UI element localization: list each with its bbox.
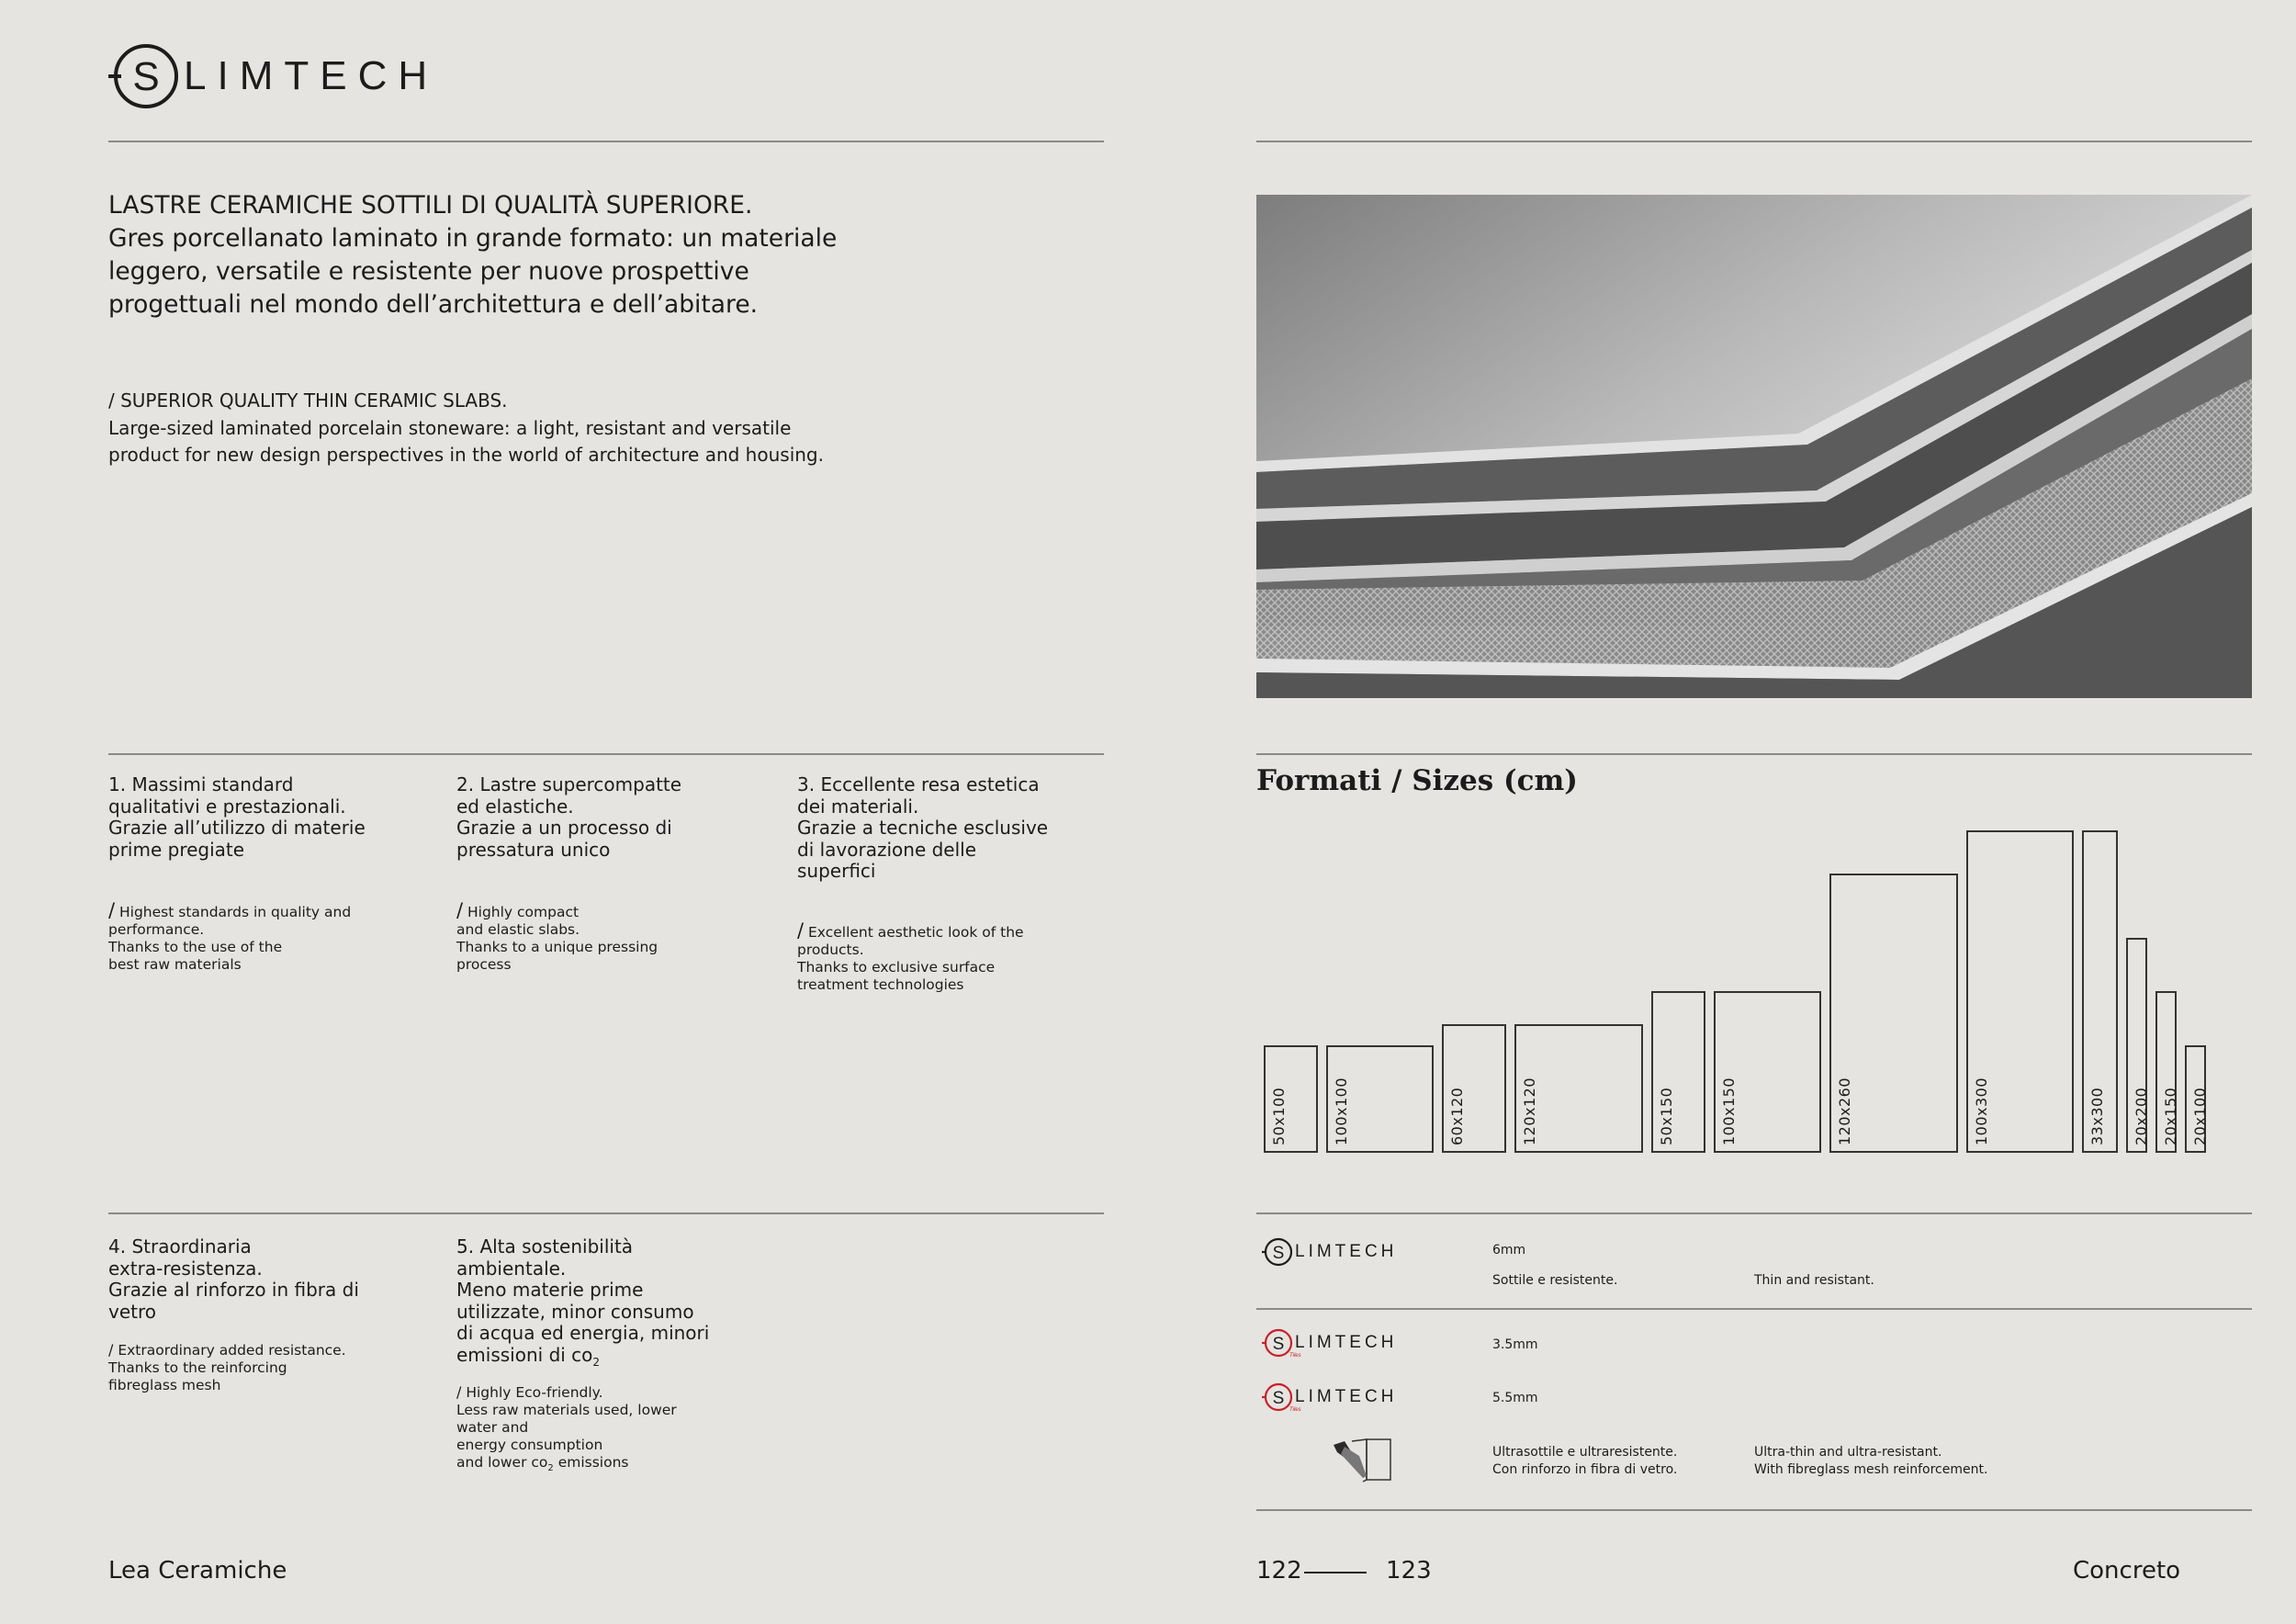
feature-it-text: 2. Lastre supercompatte ed elastiche. Grazie a un processo di pressatura unico [456, 773, 682, 861]
intro-english [108, 388, 935, 469]
thickness-en-desc: Thin and resistant. [1754, 1273, 1874, 1288]
divider [108, 753, 1104, 755]
divider [1256, 1212, 2252, 1214]
thickness-en-desc: Ultra-thin and ultra-resistant. With fibreglass mesh reinforcement. [1754, 1445, 1988, 1477]
intro-en-line: / SUPERIOR QUALITY THIN CERAMIC SLABS. [108, 389, 508, 412]
feature-en-rest: performance. Thanks to the use of the best raw materials [108, 921, 283, 973]
intro-en-line: Large-sized laminated porcelain stoneware: a light, resistant and versatile [108, 416, 792, 439]
thickness-value: 5.5mm [1492, 1391, 1538, 1405]
divider [108, 1212, 1104, 1214]
intro-it-line: leggero, versatile e resistente per nuove prospettive [108, 257, 749, 286]
brand-wordmark: LIMTECH [1295, 1242, 1398, 1261]
format-label: 20x150 [2162, 1087, 2179, 1145]
feature-2 [456, 773, 769, 973]
divider [1256, 141, 2252, 142]
format-label: 60x120 [1448, 1087, 1466, 1145]
thickness-it-desc: Ultrasottile e ultraresistente. Con rinforzo in fibra di vetro. [1492, 1445, 1678, 1477]
feature-en-tail: emissions [553, 1454, 629, 1471]
format-label: 120x260 [1836, 1077, 1853, 1145]
feature-en-rest: and elastic slabs. Thanks to a unique pressing process [456, 921, 658, 973]
feature-en-rest: Thanks to the reinforcing fibreglass mesh [108, 1359, 287, 1393]
slimtech-tiles-brand-row [1262, 1327, 1397, 1359]
page-number-dash [1304, 1572, 1367, 1573]
thickness-it-desc: Sottile e resistente. [1492, 1273, 1618, 1288]
svg-text:S: S [1272, 1335, 1285, 1354]
thickness-value: 6mm [1492, 1243, 1526, 1257]
brand-wordmark: LIMTECH [1295, 1387, 1398, 1406]
format-label: 120x120 [1521, 1077, 1538, 1145]
divider [1256, 753, 2252, 755]
footer-collection: Concreto [2073, 1557, 2181, 1585]
feature-en-first: Highly Eco-friendly. [461, 1384, 603, 1401]
svg-text:S: S [1272, 1389, 1285, 1408]
feature-en-first: Highly compact [463, 904, 580, 920]
slimtech-s-icon [108, 40, 180, 112]
svg-text:Tiles: Tiles [1289, 1353, 1301, 1359]
svg-text:Tiles: Tiles [1289, 1407, 1301, 1413]
slimtech-tiles-brand-row [1262, 1382, 1397, 1413]
format-label: 20x100 [2191, 1087, 2209, 1145]
slimtech-red-s-icon [1262, 1382, 1301, 1413]
intro-it-line: progettuali nel mondo dell’architettura e dell’abitare. [108, 290, 759, 319]
feature-4 [108, 1235, 421, 1393]
feature-en-first: Excellent aesthetic look of the [804, 924, 1024, 941]
format-label: 20x200 [2133, 1087, 2150, 1145]
sizes-title: Formati / Sizes (cm) [1256, 764, 1578, 797]
feature-en-first: Extraordinary added resistance. [113, 1342, 346, 1359]
feature-it-text: 4. Straordinaria extra-resistenza. Grazie al rinforzo in fibra di vetro [108, 1235, 359, 1323]
feature-en-text: / Extraordinary added resistance. Thanks to the reinforcing fibreglass mesh [108, 1341, 346, 1393]
slabs-photo [1256, 195, 2252, 698]
page-number-left: 122 [1256, 1557, 1302, 1585]
thickness-value: 3.5mm [1492, 1337, 1538, 1352]
brand-logo [108, 40, 438, 112]
feature-en-text: / Highest standards in quality and performance. Thanks to the use of the best raw materials [108, 899, 352, 973]
intro-en-line: product for new design perspectives in the world of architecture and housing. [108, 444, 824, 466]
svg-text:S: S [1272, 1244, 1285, 1263]
feature-it-text: 1. Massimi standard qualitativi e prestazionali. Grazie all’utilizzo di materie prime pregiate [108, 773, 366, 861]
subscript: 2 [547, 1463, 554, 1474]
page-number-right: 123 [1386, 1557, 1432, 1585]
format-label: 50x100 [1270, 1087, 1288, 1145]
feature-en-first: Highest standards in quality and [115, 904, 352, 920]
subscript: 2 [592, 1355, 601, 1369]
intro-it-line: LASTRE CERAMICHE SOTTILI DI QUALITÀ SUPERIORE. [108, 191, 753, 220]
feature-en-text: / Highly Eco-friendly. Less raw materials used, lower water and energy consumption and lower $co_2$ emissions [456, 1383, 677, 1474]
feature-en-text: / Highly compact and elastic slabs. Thanks to a unique pressing process [456, 899, 658, 973]
feature-it-main: 5. Alta sostenibilità ambientale. Meno materie prime utilizzate, minor consumo di acqua ed energia, minori emissioni di co [456, 1235, 710, 1366]
feature-en-rest: Less raw materials used, lower water and energy consumption and lower co [456, 1402, 677, 1471]
format-label: 100x300 [1973, 1077, 1990, 1145]
footer-brand: Lea Ceramiche [108, 1557, 287, 1585]
slimtech-s-icon [1262, 1236, 1293, 1268]
svg-text:S: S [132, 54, 160, 99]
feature-it-text: 3. Eccellente resa estetica dei materiali. Grazie a tecniche esclusive di lavorazione delle superfici [797, 773, 1049, 882]
format-label: 50x150 [1658, 1087, 1675, 1145]
format-label: 33x300 [2088, 1087, 2106, 1145]
layered-slab-icon [1332, 1436, 1394, 1487]
format-label: 100x150 [1720, 1077, 1738, 1145]
slimtech-red-s-icon [1262, 1327, 1301, 1359]
feature-5 [456, 1235, 769, 1474]
slimtech-brand-row [1262, 1236, 1397, 1268]
divider [108, 141, 1104, 142]
intro-it-line: Gres porcellanato laminato in grande formato: un materiale [108, 224, 838, 253]
feature-1 [108, 773, 421, 973]
feature-it-text [456, 1236, 769, 1373]
intro-italian [108, 189, 898, 321]
brand-wordmark: LIMTECH [1295, 1333, 1398, 1352]
divider [1256, 1308, 2252, 1310]
feature-3 [797, 773, 1109, 993]
divider [1256, 1509, 2252, 1511]
format-label: 100x100 [1333, 1077, 1350, 1145]
brand-wordmark: LIMTECH [184, 53, 439, 98]
feature-en-rest: products. Thanks to exclusive surface treatment technologies [797, 942, 996, 993]
feature-en-text: / Excellent aesthetic look of the products. Thanks to exclusive surface treatment technologies [797, 919, 1024, 993]
